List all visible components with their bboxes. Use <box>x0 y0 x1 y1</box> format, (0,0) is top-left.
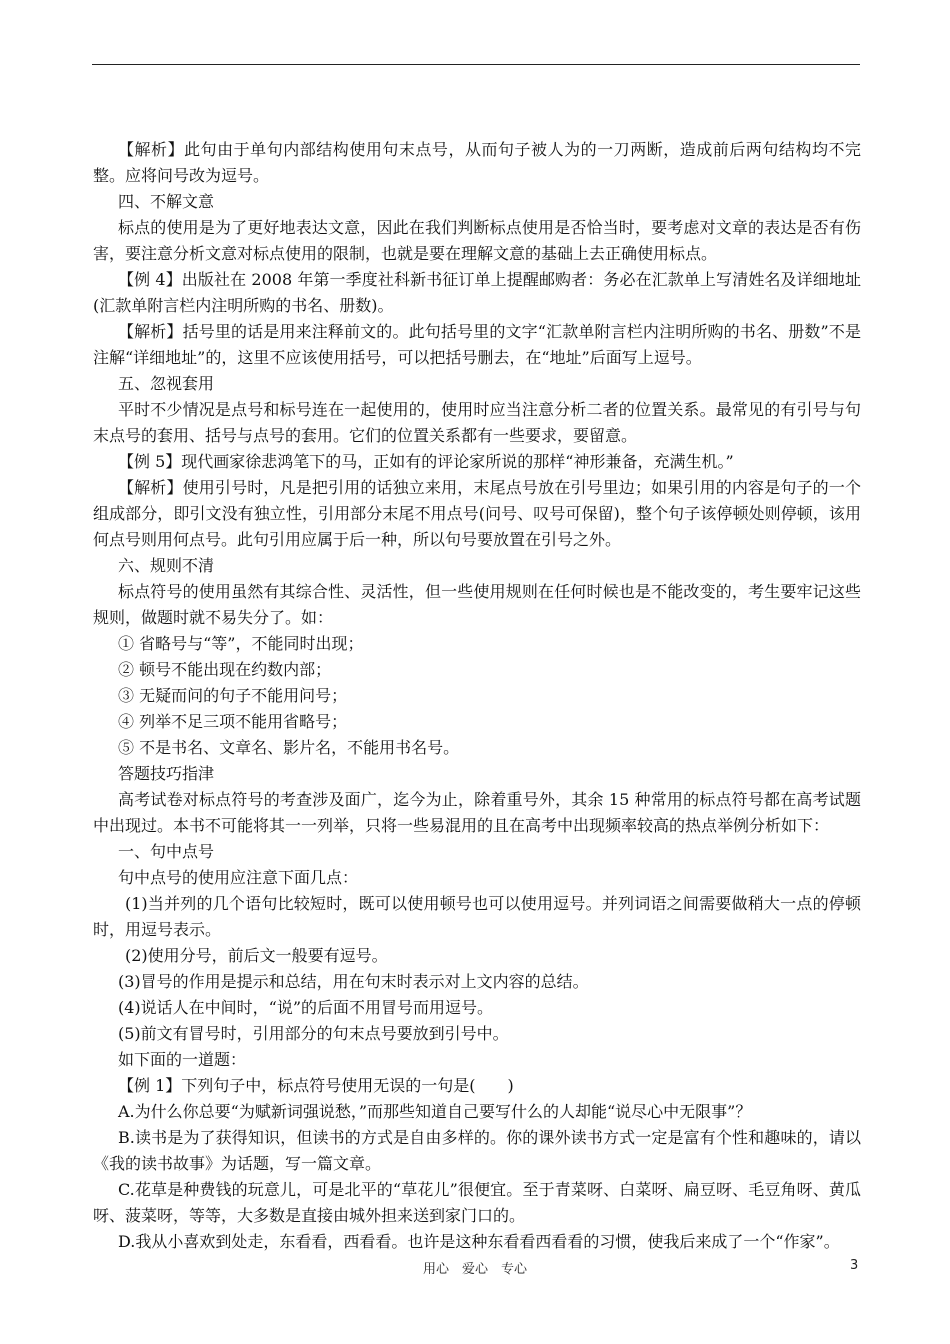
paragraph: 答题技巧指津 <box>118 764 215 783</box>
paragraph: (3)冒号的作用是提示和总结，用在句末时表示对上文内容的总结。 <box>118 972 589 991</box>
paragraph: 五、忽视套用 <box>118 374 215 393</box>
paragraph: D.我从小喜欢到处走，东看看，西看看。也许是这种东看看西看看的习惯，使我后来成了一个“作家”。 <box>118 1232 840 1251</box>
paragraph: 如下面的一道题： <box>118 1050 247 1069</box>
paragraph: 六、规则不清 <box>118 556 215 575</box>
page-footer: 用心 爱心 专心 <box>422 1262 527 1277</box>
paragraph: 标点的使用是为了更好地表达文意，因此在我们判断标点使用是否恰当时，要考虑对文章的表达是否有伤害，要注意分析文意对标点使用的限制，也就是要在理解文意的基础上去正确使用标点。 <box>93 218 861 263</box>
document-body <box>93 137 861 1255</box>
paragraph: ⑤ 不是书名、文章名、影片名，不能用书名号。 <box>118 738 460 757</box>
paragraph: 标点符号的使用虽然有其综合性、灵活性，但一些使用规则在任何时候也是不能改变的，考生要牢记这些规则，做题时就不易失分了。如： <box>93 582 861 627</box>
paragraph: 【例 5】现代画家徐悲鸿笔下的马，正如有的评论家所说的那样“神形兼备，充满生机。” <box>118 452 734 471</box>
paragraph: 一、句中点号 <box>118 842 215 861</box>
paragraph: 【解析】括号里的话是用来注释前文的。此句括号里的文字“汇款单附言栏内注明所购的书名、册数”不是注解“详细地址”的，这里不应该使用括号，可以把括号删去，在“地址”后面写上逗号。 <box>93 322 861 367</box>
header-rule <box>92 64 860 65</box>
paragraph: (4)说话人在中间时，“说”的后面不用冒号而用逗号。 <box>118 998 494 1017</box>
paragraph: 【解析】此句由于单句内部结构使用句末点号，从而句子被人为的一刀两断，造成前后两句结构均不完整。应将问号改为逗号。 <box>93 140 861 185</box>
paragraph: (1)当并列的几个语句比较短时，既可以使用顿号也可以使用逗号。并列词语之间需要做稍大一点的停顿时，用逗号表示。 <box>93 894 861 939</box>
page-number: 3 <box>850 1258 859 1273</box>
paragraph: 【例 1】下列句子中，标点符号使用无误的一句是( ) <box>118 1076 514 1095</box>
paragraph: ③ 无疑而问的句子不能用问号； <box>118 686 348 705</box>
paragraph: 四、不解文意 <box>118 192 215 211</box>
paragraph: ② 顿号不能出现在约数内部； <box>118 660 332 679</box>
paragraph: 【解析】使用引号时，凡是把引用的话独立来用，末尾点号放在引号里边；如果引用的内容是句子的一个组成部分，即引文没有独立性，引用部分末尾不用点号(问号、叹号可保留)，整个句子该停顿处则停顿，该用何点号则用何点号。此句引用应属于后一种，所以句号要放置在引号之外。 <box>93 478 861 549</box>
paragraph: (5)前文有冒号时，引用部分的句末点号要放到引号中。 <box>118 1024 509 1043</box>
paragraph: 【例 4】出版社在 2008 年第一季度社科新书征订单上提醒邮购者：务必在汇款单上写清姓名及详细地址(汇款单附言栏内注明所购的书名、册数)。 <box>93 270 861 315</box>
paragraph: 高考试卷对标点符号的考查涉及面广，迄今为止，除着重号外，其余 15 种常用的标点符号都在高考试题中出现过。本书不可能将其一一列举，只将一些易混用的且在高考中出现频率较高的热点举例分析如下： <box>93 790 861 835</box>
paragraph: 平时不少情况是点号和标号连在一起使用的，使用时应当注意分析二者的位置关系。最常见的有引号与句末点号的套用、括号与点号的套用。它们的位置关系都有一些要求，要留意。 <box>93 400 861 445</box>
paragraph: ① 省略号与“等”，不能同时出现； <box>118 634 364 653</box>
paragraph: B.读书是为了获得知识，但读书的方式是自由多样的。你的课外读书方式一定是富有个性和趣味的，请以《我的读书故事》为话题，写一篇文章。 <box>93 1128 861 1173</box>
paragraph: (2)使用分号，前后文一般要有逗号。 <box>125 946 388 965</box>
paragraph: ④ 列举不足三项不能用省略号； <box>118 712 348 731</box>
paragraph: C.花草是种费钱的玩意儿，可是北平的“草花儿”很便宜。至于青菜呀、白菜呀、扁豆呀、毛豆角呀、黄瓜呀、菠菜呀，等等，大多数是直接由城外担来送到家门口的。 <box>93 1180 861 1225</box>
paragraph: 句中点号的使用应注意下面几点： <box>118 868 359 887</box>
paragraph: A.为什么你总要“为赋新词强说愁，”而那些知道自己要写什么的人却能“说尽心中无限事”？ <box>118 1102 752 1121</box>
